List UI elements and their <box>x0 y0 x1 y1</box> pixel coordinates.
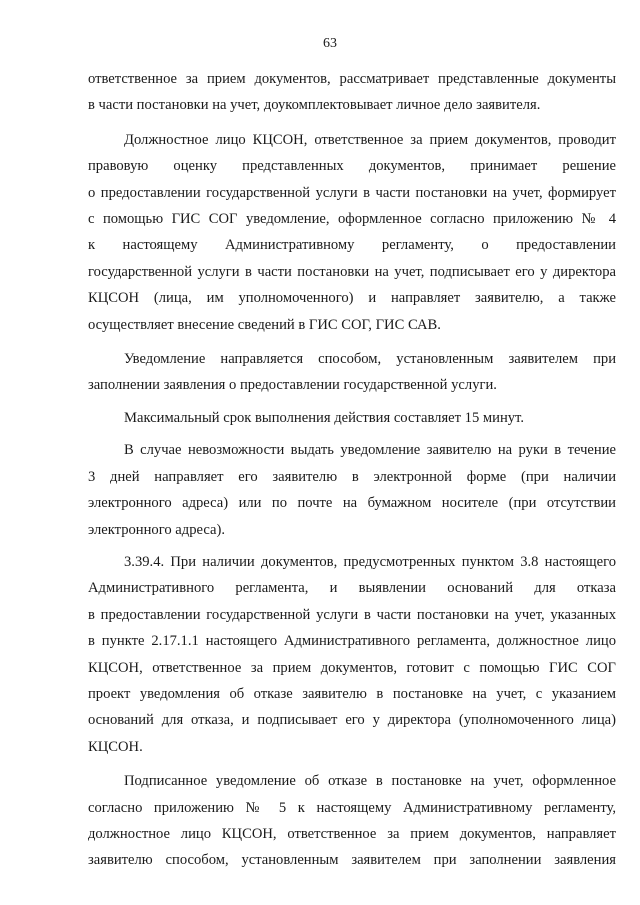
text-line: государственной услуги в части постановки на учет, подписывает его у директора <box>88 263 616 280</box>
text-line: осуществляет внесение сведений в ГИС СОГ, ГИС САВ. <box>88 316 441 333</box>
paragraph <box>88 346 616 399</box>
text-line: оснований для отказа, и подписывает его у директора (уполномоченного лица) <box>88 712 616 729</box>
paragraph <box>88 127 616 338</box>
text-line: Уведомление направляется способом, установленным заявителем при <box>124 351 616 368</box>
text-line: заполнении заявления о предоставлении государственной услуги. <box>88 377 497 394</box>
document-body <box>88 66 616 874</box>
text-line: в части постановки на учет, доукомплектовывает личное дело заявителя. <box>88 97 541 114</box>
text-line: проект уведомления об отказе заявителю в постановке на учет, с указанием <box>88 685 616 702</box>
text-line: в предоставлении государственной услуги в части постановки на учет, указанных <box>88 606 616 623</box>
text-line: электронного адреса). <box>88 521 225 538</box>
text-line: В случае невозможности выдать уведомление заявителю на руки в течение <box>124 442 616 459</box>
text-line: электронного адреса) или по почте на бумажном носителе (при отсутствии <box>88 495 616 512</box>
text-line: в пункте 2.17.1.1 настоящего Административного регламента, должностное лицо <box>88 633 616 650</box>
text-line: к настоящему Административному регламенту, о предоставлении <box>88 237 616 254</box>
text-line: Административного регламента, и выявлении оснований для отказа <box>88 580 616 597</box>
text-line: КЦСОН, ответственное за прием документов, готовит с помощью ГИС СОГ <box>88 659 616 676</box>
text-line: Должностное лицо КЦСОН, ответственное за прием документов, проводит <box>124 131 616 148</box>
text-line: с помощью ГИС СОГ уведомление, оформленное согласно приложению № 4 <box>88 211 616 228</box>
page-number: 63 <box>323 36 337 51</box>
text-line: согласно приложению № 5 к настоящему Административному регламенту, <box>88 799 616 816</box>
paragraph <box>88 66 616 119</box>
text-line: 3.39.4. При наличии документов, предусмотренных пунктом 3.8 настоящего <box>124 553 616 570</box>
paragraph <box>88 437 616 543</box>
text-line: КЦСОН (лица, им уполномоченного) и направляет заявителю, а также <box>88 290 616 307</box>
paragraph <box>88 405 616 431</box>
text-line: Максимальный срок выполнения действия составляет 15 минут. <box>124 409 524 426</box>
paragraph <box>88 549 616 760</box>
text-line: Подписанное уведомление об отказе в постановке на учет, оформленное <box>124 773 616 790</box>
text-line: должностное лицо КЦСОН, ответственное за прием документов, направляет <box>88 825 616 842</box>
text-line: КЦСОН. <box>88 738 143 755</box>
text-line: правовую оценку представленных документов, принимает решение <box>88 158 616 175</box>
text-line: заявителю способом, установленным заявителем при заполнении заявления <box>88 852 616 869</box>
paragraph <box>88 768 616 874</box>
text-line: 3 дней направляет его заявителю в электронной форме (при наличии <box>88 468 616 485</box>
text-line: ответственное за прием документов, рассматривает представленные документы <box>88 71 616 87</box>
text-line: о предоставлении государственной услуги в части постановки на учет, формирует <box>88 184 616 201</box>
